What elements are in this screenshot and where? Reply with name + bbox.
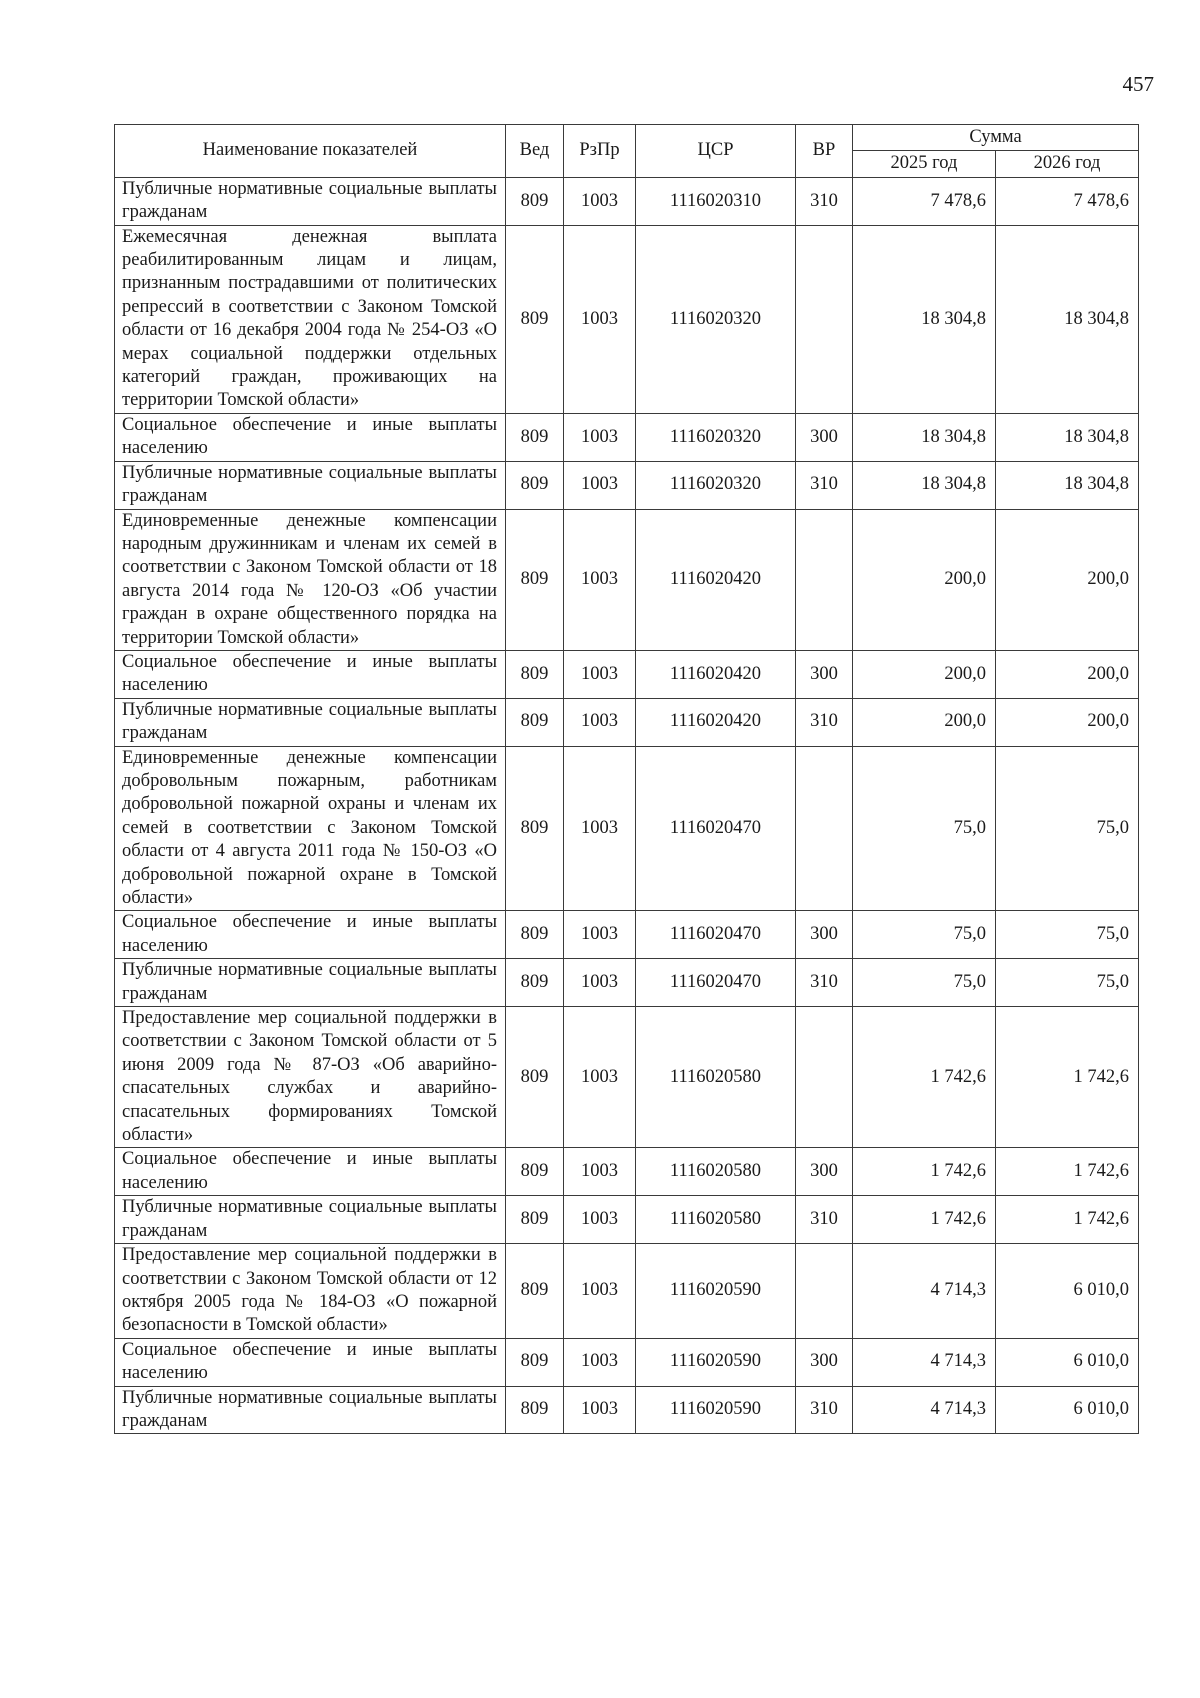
row-name-cell: Публичные нормативные социальные выплаты гражданам (115, 1196, 506, 1244)
row-2026-amount: 1 742,6 (996, 1007, 1139, 1148)
row-2025-amount: 4 714,3 (853, 1386, 996, 1434)
row-2026-amount: 6 010,0 (996, 1386, 1139, 1434)
row-csr-cell: 1116020590 (636, 1338, 796, 1386)
row-csr-cell: 1116020590 (636, 1386, 796, 1434)
table-row (115, 1007, 1139, 1148)
budget-table (114, 124, 1139, 1434)
row-csr-cell: 1116020320 (636, 461, 796, 509)
row-ved-cell: 809 (506, 698, 564, 746)
row-2025-amount: 4 714,3 (853, 1244, 996, 1339)
row-vr-cell: 310 (796, 461, 853, 509)
row-csr-cell: 1116020580 (636, 1196, 796, 1244)
row-rzpr-cell: 1003 (564, 650, 636, 698)
row-vr-cell: 310 (796, 1196, 853, 1244)
row-2026-amount: 75,0 (996, 911, 1139, 959)
row-name-cell: Публичные нормативные социальные выплаты гражданам (115, 177, 506, 225)
table-row (115, 413, 1139, 461)
row-2026-amount: 18 304,8 (996, 461, 1139, 509)
row-ved-cell: 809 (506, 413, 564, 461)
row-rzpr-cell: 1003 (564, 1148, 636, 1196)
table-row (115, 461, 1139, 509)
row-rzpr-cell: 1003 (564, 1386, 636, 1434)
row-name-cell: Социальное обеспечение и иные выплаты населению (115, 650, 506, 698)
header-vr: ВР (796, 125, 853, 178)
row-name-cell: Ежемесячная денежная выплата реабилитированным лицам и лицам, признанным пострадавшими от политических репрессий в соответствии с Законом Томской области от 16 декабря 2004 года № 254-ОЗ «О мерах социальной поддержки отдельных категорий граждан, проживающих на территории Томской области» (115, 225, 506, 413)
row-2025-amount: 75,0 (853, 959, 996, 1007)
row-ved-cell: 809 (506, 1244, 564, 1339)
table-row (115, 177, 1139, 225)
row-csr-cell: 1116020580 (636, 1007, 796, 1148)
row-name-cell: Публичные нормативные социальные выплаты гражданам (115, 698, 506, 746)
row-rzpr-cell: 1003 (564, 1196, 636, 1244)
table-row (115, 650, 1139, 698)
table-row (115, 1196, 1139, 1244)
header-rzpr: РзПр (564, 125, 636, 178)
row-2025-amount: 1 742,6 (853, 1196, 996, 1244)
row-ved-cell: 809 (506, 1007, 564, 1148)
row-vr-cell: 300 (796, 1148, 853, 1196)
table-row (115, 1244, 1139, 1339)
row-name-cell: Публичные нормативные социальные выплаты гражданам (115, 1386, 506, 1434)
row-2025-amount: 1 742,6 (853, 1148, 996, 1196)
table-row (115, 225, 1139, 413)
row-rzpr-cell: 1003 (564, 959, 636, 1007)
row-csr-cell: 1116020420 (636, 698, 796, 746)
row-2025-amount: 4 714,3 (853, 1338, 996, 1386)
row-vr-cell (796, 746, 853, 911)
row-name-cell: Социальное обеспечение и иные выплаты населению (115, 911, 506, 959)
row-ved-cell: 809 (506, 746, 564, 911)
table-row (115, 746, 1139, 911)
row-name-cell: Публичные нормативные социальные выплаты гражданам (115, 461, 506, 509)
row-2025-amount: 1 742,6 (853, 1007, 996, 1148)
row-vr-cell: 310 (796, 959, 853, 1007)
row-vr-cell: 300 (796, 911, 853, 959)
row-vr-cell: 300 (796, 1338, 853, 1386)
table-header (115, 125, 1139, 178)
header-2026: 2026 год (996, 151, 1139, 177)
row-ved-cell: 809 (506, 177, 564, 225)
row-2026-amount: 200,0 (996, 650, 1139, 698)
row-rzpr-cell: 1003 (564, 698, 636, 746)
row-name-cell: Социальное обеспечение и иные выплаты населению (115, 1338, 506, 1386)
row-csr-cell: 1116020320 (636, 225, 796, 413)
row-2026-amount: 75,0 (996, 746, 1139, 911)
header-2025: 2025 год (853, 151, 996, 177)
row-2025-amount: 200,0 (853, 650, 996, 698)
row-ved-cell: 809 (506, 1148, 564, 1196)
header-csr: ЦСР (636, 125, 796, 178)
table-row (115, 1338, 1139, 1386)
row-csr-cell: 1116020590 (636, 1244, 796, 1339)
row-rzpr-cell: 1003 (564, 1007, 636, 1148)
row-vr-cell (796, 1007, 853, 1148)
row-ved-cell: 809 (506, 650, 564, 698)
row-csr-cell: 1116020470 (636, 911, 796, 959)
row-2025-amount: 7 478,6 (853, 177, 996, 225)
row-2025-amount: 200,0 (853, 509, 996, 650)
row-ved-cell: 809 (506, 1386, 564, 1434)
row-rzpr-cell: 1003 (564, 911, 636, 959)
row-2026-amount: 1 742,6 (996, 1148, 1139, 1196)
row-2025-amount: 75,0 (853, 746, 996, 911)
row-csr-cell: 1116020470 (636, 959, 796, 1007)
row-name-cell: Единовременные денежные компенсации добровольным пожарным, работникам добровольной пожарной охраны и членам их семей в соответствии с Законом Томской области от 4 августа 2011 года № 150-ОЗ «О добровольной пожарной охране в Томской области» (115, 746, 506, 911)
row-2025-amount: 200,0 (853, 698, 996, 746)
row-ved-cell: 809 (506, 1196, 564, 1244)
row-2026-amount: 200,0 (996, 698, 1139, 746)
row-2026-amount: 1 742,6 (996, 1196, 1139, 1244)
header-ved: Вед (506, 125, 564, 178)
row-ved-cell: 809 (506, 461, 564, 509)
row-csr-cell: 1116020420 (636, 509, 796, 650)
table-row (115, 911, 1139, 959)
row-rzpr-cell: 1003 (564, 746, 636, 911)
row-name-cell: Предоставление мер социальной поддержки в соответствии с Законом Томской области от 5 июня 2009 года № 87-ОЗ «Об аварийно-спасательных службах и аварийно-спасательных формированиях Томской области» (115, 1007, 506, 1148)
row-rzpr-cell: 1003 (564, 177, 636, 225)
row-rzpr-cell: 1003 (564, 225, 636, 413)
row-rzpr-cell: 1003 (564, 461, 636, 509)
row-2025-amount: 18 304,8 (853, 225, 996, 413)
row-2026-amount: 75,0 (996, 959, 1139, 1007)
row-vr-cell (796, 509, 853, 650)
row-2025-amount: 18 304,8 (853, 413, 996, 461)
row-2026-amount: 200,0 (996, 509, 1139, 650)
row-rzpr-cell: 1003 (564, 1338, 636, 1386)
row-2026-amount: 7 478,6 (996, 177, 1139, 225)
row-name-cell: Социальное обеспечение и иные выплаты населению (115, 1148, 506, 1196)
row-vr-cell: 310 (796, 1386, 853, 1434)
row-2026-amount: 18 304,8 (996, 225, 1139, 413)
row-csr-cell: 1116020320 (636, 413, 796, 461)
row-name-cell: Предоставление мер социальной поддержки в соответствии с Законом Томской области от 12 октября 2005 года № 184-ОЗ «О пожарной безопасности в Томской области» (115, 1244, 506, 1339)
table-body (115, 177, 1139, 1434)
header-name: Наименование показателей (115, 125, 506, 178)
row-ved-cell: 809 (506, 911, 564, 959)
header-sum: Сумма (853, 125, 1139, 151)
row-ved-cell: 809 (506, 509, 564, 650)
row-name-cell: Единовременные денежные компенсации народным дружинникам и членам их семей в соответствии с Законом Томской области от 18 августа 2014 года № 120-ОЗ «Об участии граждан в охране общественного порядка на территории Томской области» (115, 509, 506, 650)
row-vr-cell: 300 (796, 413, 853, 461)
row-csr-cell: 1116020580 (636, 1148, 796, 1196)
table-row (115, 509, 1139, 650)
row-vr-cell (796, 1244, 853, 1339)
row-rzpr-cell: 1003 (564, 509, 636, 650)
row-ved-cell: 809 (506, 1338, 564, 1386)
row-csr-cell: 1116020420 (636, 650, 796, 698)
table-row (115, 959, 1139, 1007)
row-2026-amount: 6 010,0 (996, 1244, 1139, 1339)
table-row (115, 1148, 1139, 1196)
row-rzpr-cell: 1003 (564, 413, 636, 461)
row-vr-cell: 310 (796, 698, 853, 746)
table-row (115, 698, 1139, 746)
row-ved-cell: 809 (506, 959, 564, 1007)
row-vr-cell: 310 (796, 177, 853, 225)
row-ved-cell: 809 (506, 225, 564, 413)
row-2025-amount: 18 304,8 (853, 461, 996, 509)
row-name-cell: Социальное обеспечение и иные выплаты населению (115, 413, 506, 461)
row-2025-amount: 75,0 (853, 911, 996, 959)
row-rzpr-cell: 1003 (564, 1244, 636, 1339)
table-row (115, 1386, 1139, 1434)
page-number: 457 (1122, 72, 1154, 96)
row-2026-amount: 6 010,0 (996, 1338, 1139, 1386)
row-name-cell: Публичные нормативные социальные выплаты гражданам (115, 959, 506, 1007)
row-csr-cell: 1116020470 (636, 746, 796, 911)
row-vr-cell: 300 (796, 650, 853, 698)
row-2026-amount: 18 304,8 (996, 413, 1139, 461)
row-vr-cell (796, 225, 853, 413)
row-csr-cell: 1116020310 (636, 177, 796, 225)
